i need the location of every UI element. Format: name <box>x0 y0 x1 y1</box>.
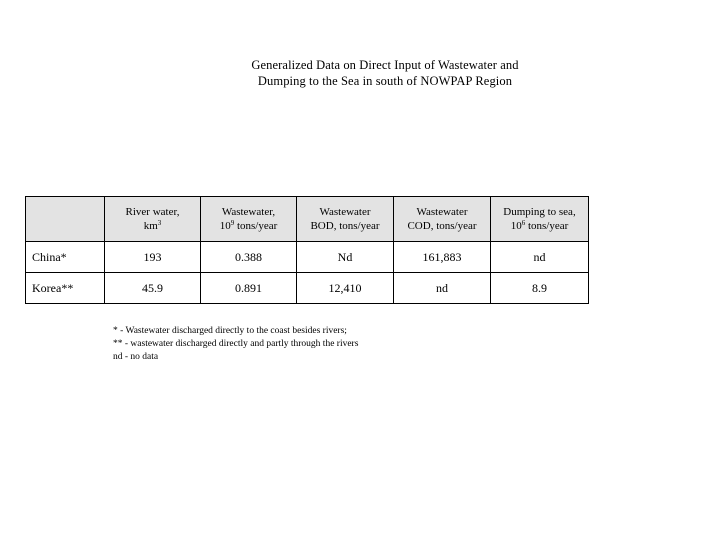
column-header-line: River water, <box>125 206 180 218</box>
column-header-line <box>394 219 490 233</box>
column-header-unit: 10 <box>510 220 522 232</box>
table-cell: 8.9 <box>491 273 589 304</box>
row-label-china: China* <box>26 242 105 273</box>
column-header-line: Wastewater <box>319 206 371 218</box>
column-header-unit: 10 <box>219 220 231 232</box>
table-cell: 12,410 <box>297 273 394 304</box>
column-header-exponent: 9 <box>230 219 235 227</box>
table-cell: 0.891 <box>201 273 297 304</box>
title-line-2: Dumping to the Sea in south of NOWPAP Region <box>257 74 513 88</box>
column-header-line: Dumping to sea, <box>503 206 576 218</box>
column-header-unit-tail: tons/year <box>234 220 278 232</box>
table-row-korea <box>26 273 589 304</box>
table-cell: nd <box>394 273 491 304</box>
table-cell: nd <box>491 242 589 273</box>
column-header-wastewater-bod <box>297 197 394 242</box>
header-corner-cell <box>26 197 105 242</box>
column-header-unit: km <box>143 220 158 232</box>
column-header-unit-tail: tons/year <box>525 220 569 232</box>
column-header-line <box>297 219 393 233</box>
column-header-exponent: 6 <box>521 219 526 227</box>
column-header-exponent: 3 <box>157 219 162 227</box>
page-title <box>225 57 545 89</box>
column-header-line <box>201 219 296 233</box>
column-header-wastewater <box>201 197 297 242</box>
column-header-line <box>105 219 200 233</box>
column-header-line: Wastewater, <box>221 206 276 218</box>
footnote-nd: nd - no data <box>113 352 159 362</box>
footnote-china: * - Wastewater discharged directly to the coast besides rivers; <box>113 326 347 336</box>
column-header-dumping-to-sea <box>491 197 589 242</box>
column-header-line: Wastewater <box>416 206 468 218</box>
footnotes <box>113 325 358 364</box>
table-cell: 45.9 <box>105 273 201 304</box>
row-label-korea: Korea** <box>26 273 105 304</box>
table-cell: 161,883 <box>394 242 491 273</box>
table-cell: 193 <box>105 242 201 273</box>
column-header-unit: BOD, tons/year <box>310 220 380 232</box>
table-header-row <box>26 197 589 242</box>
table-row-china <box>26 242 589 273</box>
table-cell: 0.388 <box>201 242 297 273</box>
column-header-river-water <box>105 197 201 242</box>
footnote-korea: ** - wastewater discharged directly and partly through the rivers <box>113 339 359 349</box>
column-header-line <box>491 219 588 233</box>
title-line-1: Generalized Data on Direct Input of Wastewater and <box>251 58 519 72</box>
column-header-wastewater-cod <box>394 197 491 242</box>
column-header-unit: COD, tons/year <box>407 220 477 232</box>
table-cell: Nd <box>297 242 394 273</box>
wastewater-table <box>25 196 589 304</box>
